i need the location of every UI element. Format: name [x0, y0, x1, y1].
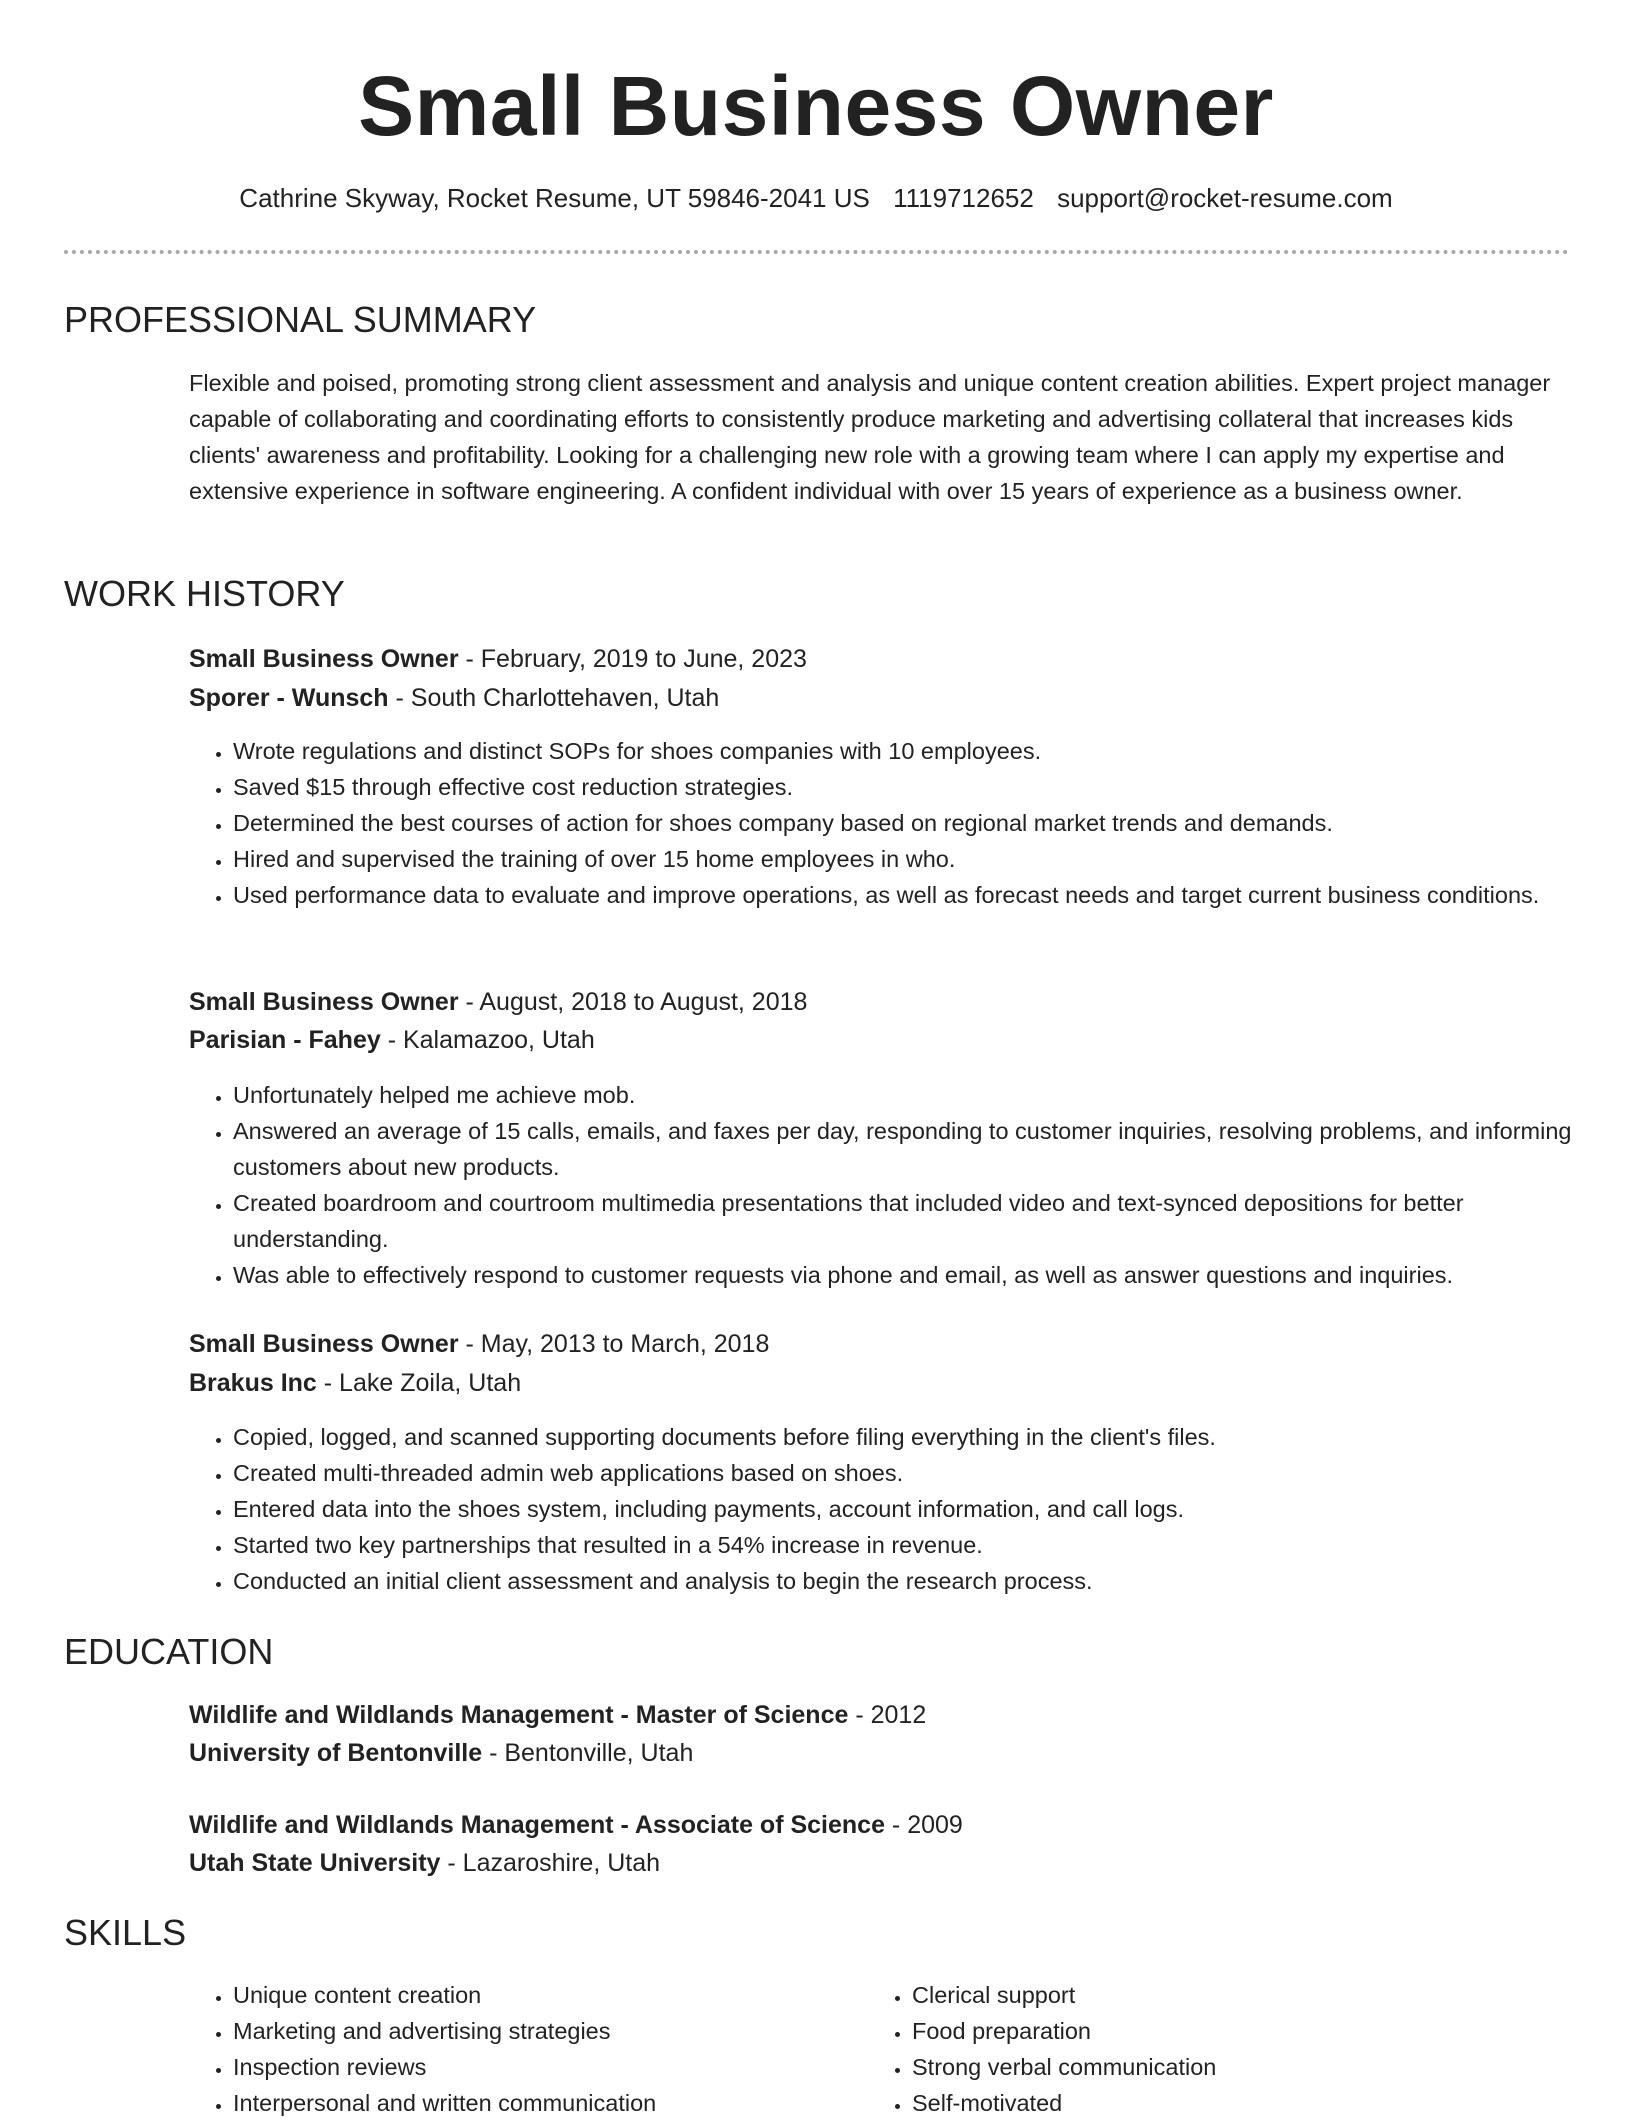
skill-item: • Clerical support	[912, 1977, 1532, 2013]
job-bullet: • Saved $15 through effective cost reduction strategies.	[233, 769, 1613, 805]
job-role: Small Business Owner	[189, 988, 459, 1016]
job-bullet: • Entered data into the shoes system, including payments, account information, and call logs.	[233, 1491, 1613, 1527]
section-title-work: WORK HISTORY	[64, 573, 345, 614]
education-location: - Lazaroshire, Utah	[440, 1849, 661, 1877]
job-bullet: • Answered an average of 15 calls, emails, and faxes per day, responding to customer inquiries, resolving problems, and informing customers about new products.	[233, 1113, 1613, 1185]
job-bullets	[189, 733, 1613, 913]
skill-item: • Food preparation	[912, 2013, 1532, 2049]
job-company: Brakus Inc	[189, 1369, 317, 1397]
job-bullet: • Conducted an initial client assessment and analysis to begin the research process.	[233, 1563, 1613, 1599]
job-bullet: • Hired and supervised the training of over 15 home employees in who.	[233, 841, 1613, 877]
education-school: University of Bentonville	[189, 1739, 483, 1767]
education-year: - 2012	[848, 1701, 927, 1729]
job-bullet: • Copied, logged, and scanned supporting documents before filing everything in the client's files.	[233, 1419, 1613, 1455]
job-dates: - August, 2018 to August, 2018	[458, 988, 808, 1016]
job-bullet: • Created boardroom and courtroom multimedia presentations that included video and text-synced depositions for better understanding.	[233, 1185, 1613, 1257]
job-dates: - May, 2013 to March, 2018	[458, 1330, 770, 1358]
education-degree: Wildlife and Wildlands Management - Master of Science	[189, 1701, 849, 1729]
education-degree-line	[189, 1697, 926, 1733]
education-school: Utah State University	[189, 1849, 441, 1877]
contact-address: Cathrine Skyway, Rocket Resume, UT 59846-2041 US	[239, 183, 870, 213]
job-role: Small Business Owner	[189, 1330, 459, 1358]
section-title-education: EDUCATION	[64, 1631, 274, 1672]
job-company: Parisian - Fahey	[189, 1026, 381, 1054]
job-bullet: • Started two key partnerships that resulted in a 54% increase in revenue.	[233, 1527, 1613, 1563]
job-dates: - February, 2019 to June, 2023	[458, 645, 807, 673]
skill-item: • Self-motivated	[912, 2085, 1532, 2121]
job-bullet: • Determined the best courses of action for shoes company based on regional market trends and demands.	[233, 805, 1613, 841]
contact-line	[0, 180, 1632, 216]
job-title-line	[189, 641, 807, 677]
education-school-line	[189, 1735, 693, 1771]
header-divider	[64, 250, 1569, 254]
education-school-line	[189, 1845, 660, 1881]
job-location: - Kalamazoo, Utah	[380, 1026, 595, 1054]
job-bullet: • Used performance data to evaluate and improve operations, as well as forecast needs and target current business conditions.	[233, 877, 1613, 913]
contact-phone: 1119712652	[893, 183, 1034, 213]
job-title-line	[189, 1326, 769, 1362]
skill-item: • Marketing and advertising strategies	[233, 2013, 853, 2049]
education-year: - 2009	[884, 1811, 963, 1839]
job-location: - Lake Zoila, Utah	[316, 1369, 522, 1397]
skill-item: • Interpersonal and written communication	[233, 2085, 853, 2121]
education-degree-line	[189, 1807, 963, 1843]
section-title-summary: PROFESSIONAL SUMMARY	[64, 299, 537, 340]
education-degree: Wildlife and Wildlands Management - Associate of Science	[189, 1811, 885, 1839]
job-bullet: • Created multi-threaded admin web applications based on shoes.	[233, 1455, 1613, 1491]
job-company: Sporer - Wunsch	[189, 684, 389, 712]
section-title-skills: SKILLS	[64, 1912, 187, 1953]
job-bullets	[189, 1077, 1613, 1293]
job-company-line	[189, 1022, 595, 1058]
skills-list-right	[868, 1977, 1532, 2121]
job-location: - South Charlottehaven, Utah	[388, 684, 720, 712]
job-company-line	[189, 680, 719, 716]
skill-item: • Strong verbal communication	[912, 2049, 1532, 2085]
job-bullet: • Was able to effectively respond to customer requests via phone and email, as well as answer questions and inquiries.	[233, 1257, 1613, 1293]
job-role: Small Business Owner	[189, 645, 459, 673]
resume-title: Small Business Owner	[358, 59, 1274, 153]
skill-item: • Inspection reviews	[233, 2049, 853, 2085]
job-title-line	[189, 984, 807, 1020]
skill-item: • Unique content creation	[233, 1977, 853, 2013]
contact-email: support@rocket-resume.com	[1057, 183, 1393, 213]
job-bullets	[189, 1419, 1613, 1599]
job-company-line	[189, 1365, 521, 1401]
job-bullet: • Wrote regulations and distinct SOPs for shoes companies with 10 employees.	[233, 733, 1613, 769]
skills-list-left	[189, 1977, 853, 2121]
education-location: - Bentonville, Utah	[482, 1739, 694, 1767]
job-bullet: • Unfortunately helped me achieve mob.	[233, 1077, 1613, 1113]
summary-text: Flexible and poised, promoting strong client assessment and analysis and unique content creation abilities. Expert project manager capable of collaborating and coordinating efforts to consistently produce marketing and advertising collateral that increases kids clients' awareness and profitability. Looking for a challenging new role with a growing team where I can apply my expertise and extensive experience in software engineering. A confident individual with over 15 years of experience as a business owner.	[189, 370, 1551, 504]
